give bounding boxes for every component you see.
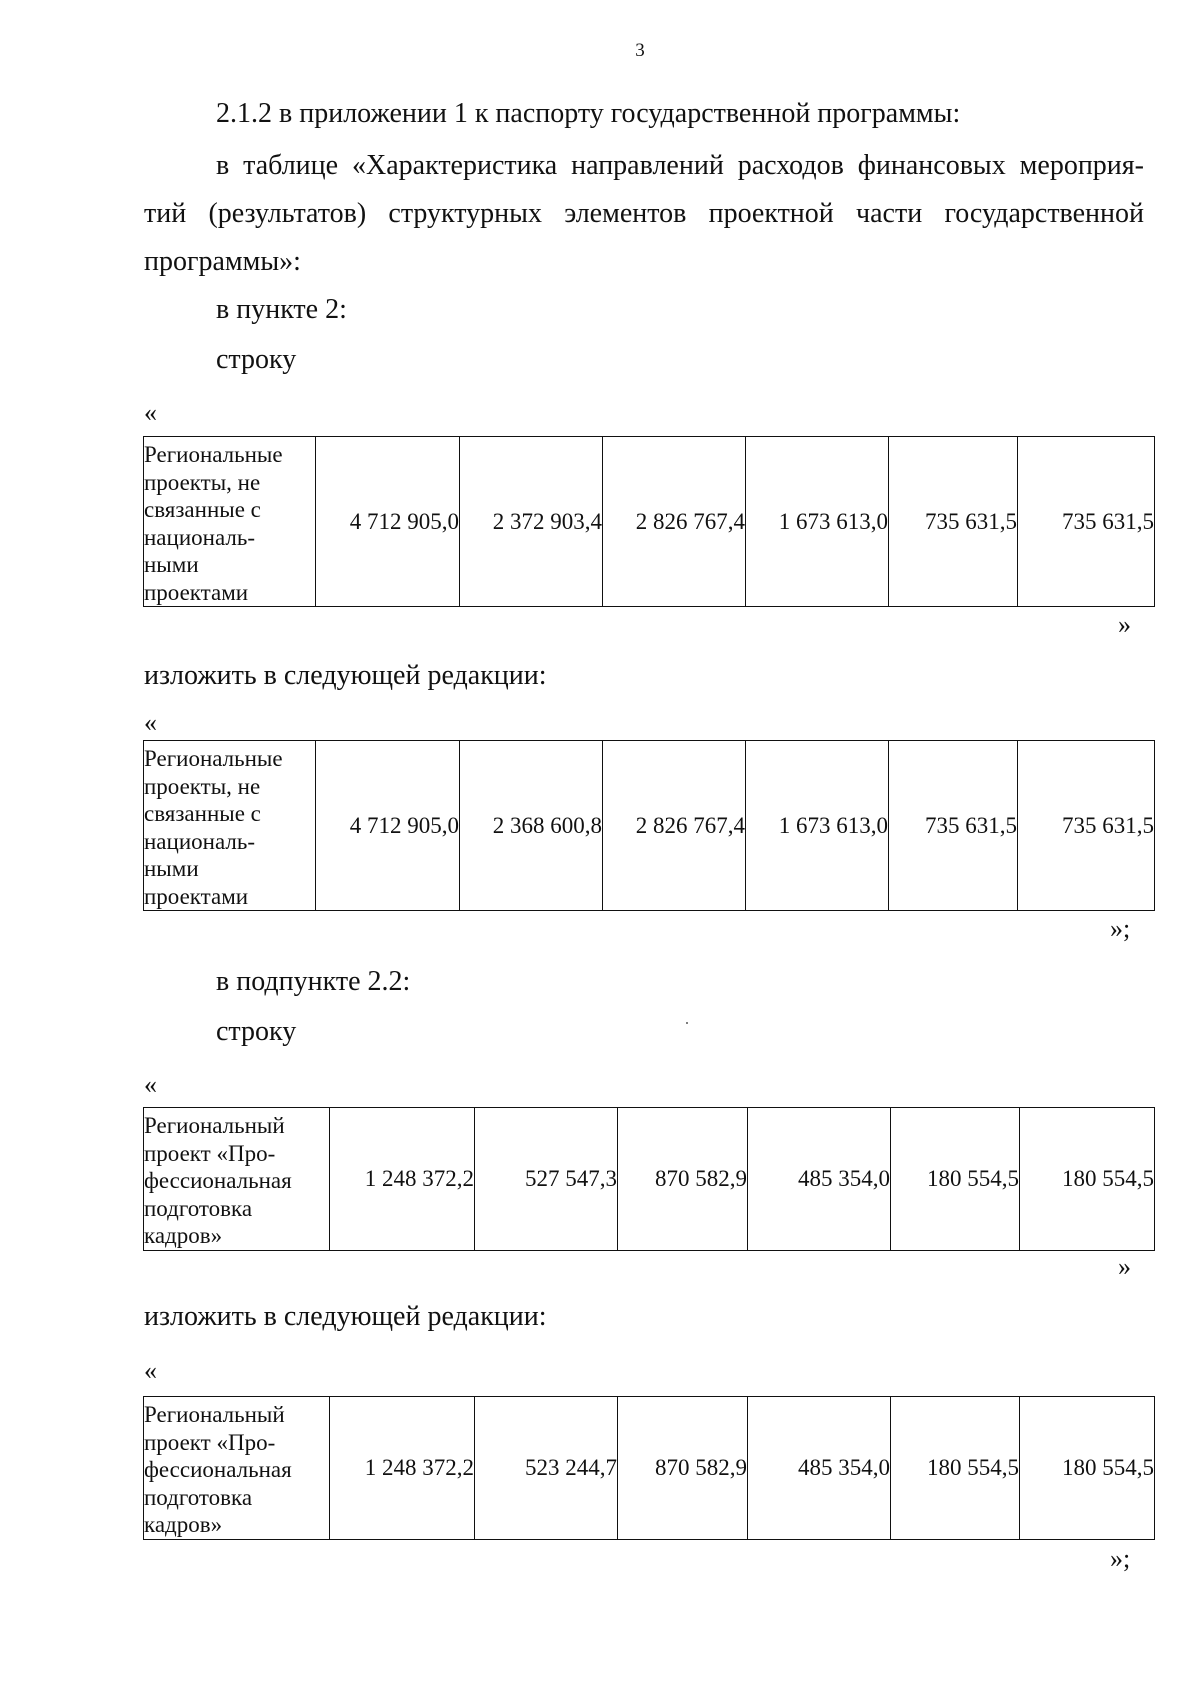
value-cell: 735 631,5 — [1018, 437, 1155, 607]
close-quote-3: » — [1118, 1252, 1131, 1281]
value-cell: 523 244,7 — [475, 1397, 618, 1540]
label-line: националь- — [144, 524, 255, 550]
value-cell: 735 631,5 — [889, 437, 1018, 607]
label-line: Региональные — [144, 442, 283, 467]
value-cell: 1 673 613,0 — [746, 741, 889, 911]
value-cell: 1 673 613,0 — [746, 437, 889, 607]
label-line: подготовка — [144, 1195, 253, 1221]
close-quote-2: »; — [1110, 914, 1131, 943]
open-quote-1: « — [144, 398, 157, 427]
table-intro-line-1: в таблице «Характеристика направлений расходов финансовых мероприя- — [216, 150, 1144, 181]
value-cell: 870 582,9 — [618, 1397, 748, 1540]
row-label — [144, 1397, 330, 1540]
replace-label-1: изложить в следующей редакции: — [144, 660, 547, 691]
close-quote-4: »; — [1110, 1544, 1131, 1573]
value-cell: 4 712 905,0 — [316, 741, 460, 911]
value-cell: 485 354,0 — [748, 1397, 891, 1540]
label-line: Региональный — [144, 1402, 285, 1427]
value-cell: 4 712 905,0 — [316, 437, 460, 607]
value-cell: 2 826 767,4 — [603, 437, 746, 607]
label-line: проект «Про- — [144, 1140, 276, 1166]
label-line: проектами — [144, 883, 249, 909]
value-cell: 485 354,0 — [748, 1108, 891, 1251]
row-label — [144, 437, 316, 607]
open-quote-2: « — [144, 708, 157, 737]
value-cell: 180 554,5 — [891, 1108, 1020, 1251]
label-line: подготовка — [144, 1484, 253, 1510]
label-line: ными — [144, 552, 199, 577]
item-heading: 2.1.2 в приложении 1 к паспорту государственной программы: — [216, 98, 961, 129]
table-intro-line-3: программы»: — [144, 246, 301, 277]
label-line: кадров» — [144, 1512, 223, 1537]
in-subpoint-label: в подпункте 2.2: — [216, 966, 411, 997]
value-cell: 1 248 372,2 — [330, 1397, 475, 1540]
replace-label-2: изложить в следующей редакции: — [144, 1301, 547, 1332]
table-intro-line-2: тий (результатов) структурных элементов проектной части государственной — [144, 198, 1144, 229]
value-cell: 180 554,5 — [891, 1397, 1020, 1540]
label-line: Региональный — [144, 1113, 285, 1138]
label-line: фессиональная — [144, 1457, 292, 1482]
value-cell: 2 372 903,4 — [460, 437, 603, 607]
label-line: проектами — [144, 579, 249, 605]
label-line: ными — [144, 856, 199, 881]
value-cell: 2 826 767,4 — [603, 741, 746, 911]
label-line: националь- — [144, 828, 255, 854]
open-quote-4: « — [144, 1356, 157, 1385]
value-cell: 2 368 600,8 — [460, 741, 603, 911]
value-cell: 735 631,5 — [889, 741, 1018, 911]
row-word-1: строку — [216, 344, 297, 375]
open-quote-3: « — [144, 1070, 157, 1099]
in-point-label: в пункте 2: — [216, 294, 347, 325]
table-old-professional-training — [143, 1107, 1155, 1251]
value-cell: 527 547,3 — [475, 1108, 618, 1251]
label-line: проект «Про- — [144, 1429, 276, 1455]
page-number: 3 — [635, 40, 645, 61]
label-line: кадров» — [144, 1223, 223, 1248]
row-label — [144, 1108, 330, 1251]
scan-speck — [686, 1022, 688, 1024]
table-new-professional-training — [143, 1396, 1155, 1540]
row-label — [144, 741, 316, 911]
table-old-regional-projects — [143, 436, 1155, 607]
label-line: проекты, не — [144, 773, 261, 799]
value-cell: 1 248 372,2 — [330, 1108, 475, 1251]
value-cell: 180 554,5 — [1020, 1397, 1155, 1540]
close-quote-1: » — [1118, 610, 1131, 639]
label-line: связанные с — [144, 497, 261, 522]
value-cell: 735 631,5 — [1018, 741, 1155, 911]
value-cell: 870 582,9 — [618, 1108, 748, 1251]
value-cell: 180 554,5 — [1020, 1108, 1155, 1251]
table-new-regional-projects — [143, 740, 1155, 911]
label-line: Региональные — [144, 746, 283, 771]
label-line: фессиональная — [144, 1168, 292, 1193]
label-line: проекты, не — [144, 469, 261, 495]
row-word-2: строку — [216, 1016, 297, 1047]
label-line: связанные с — [144, 801, 261, 826]
